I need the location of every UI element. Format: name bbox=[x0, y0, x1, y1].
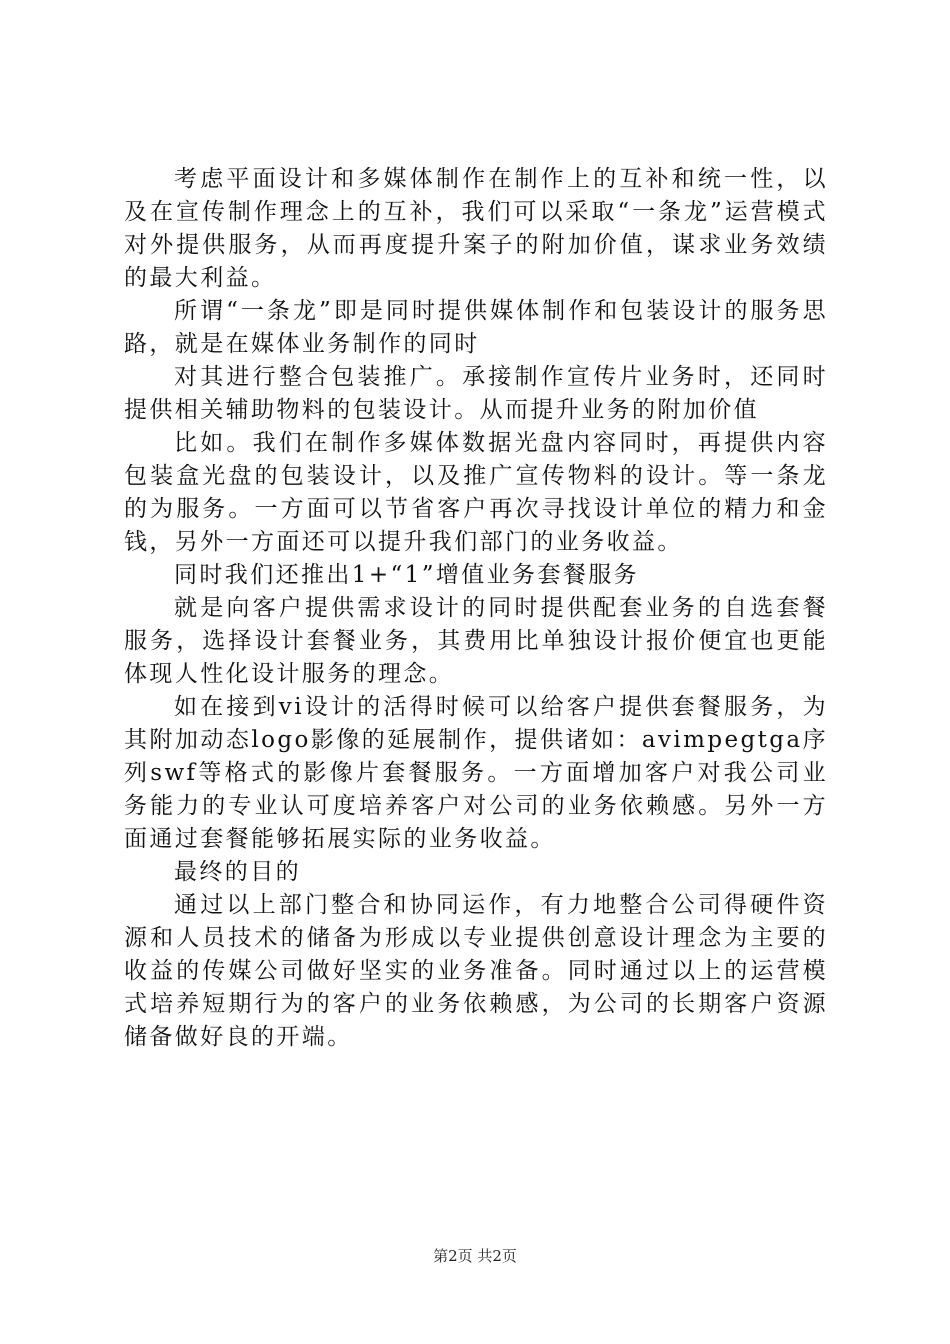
paragraph-3: 对其进行整合包装推广。承接制作宣传片业务时，还同时提供相关辅助物料的包装设计。从而提升业务的附加价值 bbox=[124, 364, 828, 423]
paragraph-2: 所谓“一条龙”即是同时提供媒体制作和包装设计的服务思路，就是在媒体业务制作的同时 bbox=[124, 298, 828, 357]
page-footer: 第2页 共2页 bbox=[433, 1247, 517, 1265]
paragraph-8: 最终的目的 bbox=[174, 859, 301, 885]
paragraph-7: 如在接到vi设计的活得时候可以给客户提供套餐服务，为其附加动态logo影像的延展制作，提供诸如：avimpegtga序列swf等格式的影像片套餐服务。一方面增加客户对我公司业务能力的专业认可度培养客户对公司的业务依赖感。另外一方面通过套餐能够拓展实际的业务收益。 bbox=[124, 694, 828, 852]
paragraph-4: 比如。我们在制作多媒体数据光盘内容同时，再提供内容包装盒光盘的包装设计，以及推广宣传物料的设计。等一条龙的为服务。一方面可以节省客户再次寻找设计单位的精力和金钱，另外一方面还可以提升我们部门的业务收益。 bbox=[124, 430, 828, 555]
paragraph-5: 同时我们还推出1+“1”增值业务套餐服务 bbox=[174, 562, 640, 588]
document-body bbox=[124, 163, 828, 1054]
paragraph-9: 通过以上部门整合和协同运作，有力地整合公司得硬件资源和人员技术的储备为形成以专业提供创意设计理念为主要的收益的传媒公司做好坚实的业务准备。同时通过以上的运营模式培养短期行为的客户的业务依赖感，为公司的长期客户资源储备做好良的开端。 bbox=[124, 892, 828, 1050]
paragraph-1: 考虑平面设计和多媒体制作在制作上的互补和统一性，以及在宣传制作理念上的互补，我们可以采取“一条龙”运营模式对外提供服务，从而再度提升案子的附加价值，谋求业务效绩的最大利益。 bbox=[124, 166, 828, 291]
paragraph-6: 就是向客户提供需求设计的同时提供配套业务的自选套餐服务，选择设计套餐业务，其费用比单独设计报价便宜也更能体现人性化设计服务的理念。 bbox=[124, 595, 828, 687]
